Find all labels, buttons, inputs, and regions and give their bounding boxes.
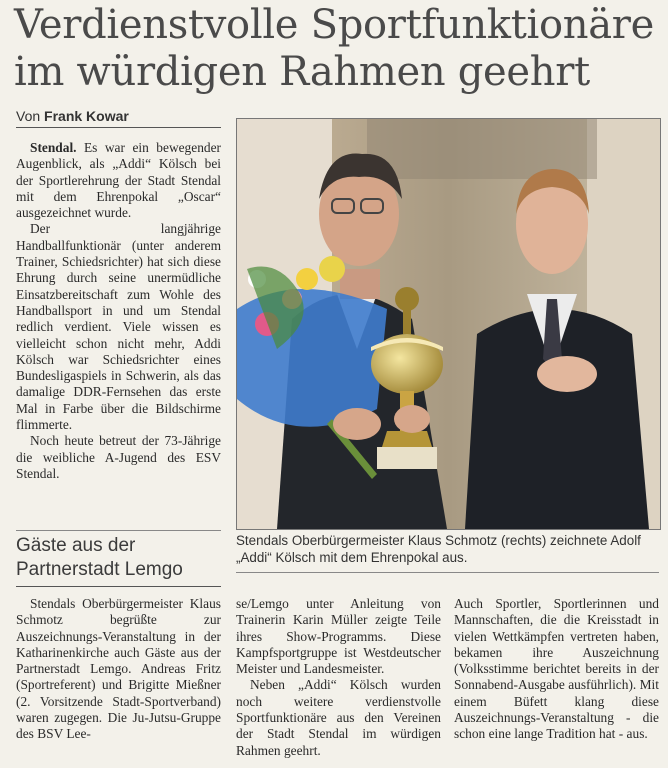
intro-text-1: Es war ein bewegender Augenblick, als „Addi“ Kölsch bei der Sportlerehrung der Stadt Stendal mit dem Ehrenpokal „Oscar“ ausgezeichnet wurde. xyxy=(16,140,221,221)
intro-column xyxy=(16,140,221,482)
photo-caption: Stendals Oberbürgermeister Klaus Schmotz (rechts) zeichnete Adolf „Addi“ Kölsch mit dem Ehrenpokal aus. xyxy=(236,532,659,573)
byline xyxy=(16,108,221,128)
body-column-1-text: Stendals Oberbürgermeister Klaus Schmotz begrüßte zur Auszeichnungs-Veranstaltung in der Katharinenkirche auch Gäste aus der Partnerstadt Lemgo. Andreas Fritz (Sportreferent) und Brigitte Mießner (2. Vorsitzende Stadt-Sportverband) waren zugegen. Die Ju-Jutsu-Gruppe des BSV Lee- xyxy=(16,596,221,742)
dateline: Stendal. xyxy=(30,140,77,155)
intro-paragraph-2: Der langjährige Handballfunktionär (unter anderem Trainer, Schiedsrichter) hat sich diese Ehrung durch seine unermüdliche Einsatzbereitschaft zum Wohle des Handballsport in und um Stendal redlich verdient. Viele wissen es vielleicht schon nicht mehr, Addi Kölsch war Schiedsrichter eines Bundesligaspiels in Schwerin, als das damalige DDR-Fernsehen das erste Mal in Farbe über die Bildschirme flimmerte. xyxy=(16,221,221,433)
award-photo xyxy=(236,118,661,530)
byline-author: Frank Kowar xyxy=(44,108,129,124)
body-column-2 xyxy=(236,596,441,759)
body-column-1 xyxy=(16,596,221,743)
body-column-3 xyxy=(454,596,659,743)
headline: Verdienstvolle Sportfunktionäre im würdigen Rahmen geehrt xyxy=(14,2,654,95)
intro-paragraph-1 xyxy=(16,140,221,221)
subheading: Gäste aus der Partnerstadt Lemgo xyxy=(16,530,221,587)
body-column-2-paragraph-2: Neben „Addi“ Kölsch wurden noch weitere verdienstvolle Sportfunktionäre aus den Vereinen der Stadt Stendal im würdigen Rahmen geehrt. xyxy=(236,677,441,758)
byline-prefix: Von xyxy=(16,108,41,124)
body-column-3-text: Auch Sportler, Sportlerinnen und Mannschaften, die die Kreisstadt in vielen Wettkämpfen vertreten haben, bekamen ihre Auszeichnung (Volksstimme berichtet bereits in der Sonnabend-Ausgabe ausführlich). Mit einem Büfett klang diese Auszeichnungs-Veranstaltung - die schon eine lange Tradition hat - aus. xyxy=(454,596,659,742)
body-column-2-paragraph-1: se/Lemgo unter Anleitung von Trainerin Karin Müller zeigte Teile ihres Show-Programms. Diese Kampfsportgruppe ist Westdeutscher Meister und Landesmeister. xyxy=(236,596,441,677)
intro-paragraph-3: Noch heute betreut der 73-Jährige die weibliche A-Jugend des ESV Stendal. xyxy=(16,433,221,481)
